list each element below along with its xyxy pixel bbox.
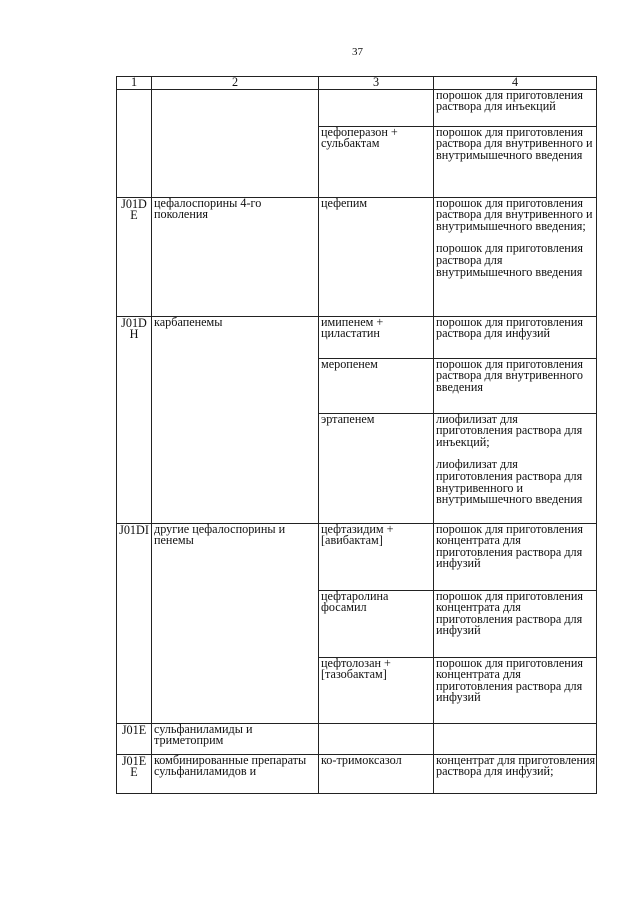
dosage-form: порошок для приготовления концентрата для приготовления раствора для инфузий	[436, 657, 583, 705]
dosage-form: лиофилизат для приготовления раствора для инъекций;	[436, 413, 583, 449]
drug-name-cell	[319, 723, 434, 754]
dosage-forms-cell	[434, 89, 597, 126]
dosage-form: порошок для приготовления раствора для внутримышечного введения	[436, 241, 583, 279]
dosage-forms-cell	[434, 723, 597, 754]
atc-code-cell: J01D H	[117, 316, 152, 523]
column-header: 1	[117, 77, 152, 90]
table-header-row	[117, 77, 597, 90]
dosage-forms-cell	[434, 126, 597, 197]
dosage-forms-cell	[434, 590, 597, 657]
drug-name-cell: цефтазидим + [авибактам]	[319, 523, 434, 590]
dosage-forms-cell	[434, 197, 597, 316]
drug-name-cell: цефтаролина фосамил	[319, 590, 434, 657]
atc-code-cell: J01E	[117, 723, 152, 754]
atc-code-cell	[117, 89, 152, 197]
group-name-cell: сульфаниламиды и триметоприм	[152, 723, 319, 754]
table-row	[117, 523, 597, 590]
dosage-form: порошок для приготовления раствора для внутривенного введения	[436, 358, 583, 394]
dosage-form: лиофилизат для приготовления раствора для внутривенного и внутримышечного введения	[436, 457, 583, 507]
dosage-forms-cell	[434, 413, 597, 523]
dosage-form: порошок для приготовления раствора для инфузий	[436, 316, 583, 341]
dosage-forms-cell	[434, 358, 597, 413]
table-row	[117, 316, 597, 358]
table-row	[117, 197, 597, 316]
drug-name-cell: цефепим	[319, 197, 434, 316]
atc-code-cell: J01D E	[117, 197, 152, 316]
drug-name-cell: имипенем + циластатин	[319, 316, 434, 358]
dosage-forms-cell	[434, 754, 597, 793]
column-header: 4	[434, 77, 597, 90]
dosage-forms-cell	[434, 316, 597, 358]
dosage-form: порошок для приготовления концентрата для приготовления раствора для инфузий	[436, 523, 583, 571]
dosage-forms-cell	[434, 657, 597, 723]
group-name-cell: другие цефалоспорины и пенемы	[152, 523, 319, 723]
page-number: 37	[352, 46, 363, 58]
column-header: 2	[152, 77, 319, 90]
drug-name-cell: цефтолозан + [тазобактам]	[319, 657, 434, 723]
drug-name-cell: цефоперазон + сульбактам	[319, 126, 434, 197]
drug-name-cell	[319, 89, 434, 126]
atc-code-cell: J01E E	[117, 754, 152, 793]
dosage-form: порошок для приготовления концентрата для приготовления раствора для инфузий	[436, 590, 583, 638]
group-name-cell: цефалоспорины 4-го поколения	[152, 197, 319, 316]
group-name-cell: комбинированные препараты сульфаниламидов и	[152, 754, 319, 793]
dosage-form: порошок для приготовления раствора для внутривенного и внутримышечного введения;	[436, 197, 593, 233]
drug-name-cell: меропенем	[319, 358, 434, 413]
atc-code-cell: J01DI	[117, 523, 152, 723]
table-row	[117, 723, 597, 754]
group-name-cell	[152, 89, 319, 197]
dosage-form: концентрат для приготовления раствора для инфузий;	[436, 754, 596, 779]
drug-table	[116, 76, 597, 794]
drug-name-cell: эртапенем	[319, 413, 434, 523]
table-row	[117, 754, 597, 793]
dosage-form: порошок для приготовления раствора для внутривенного и внутримышечного введения	[436, 126, 593, 162]
dosage-forms-cell	[434, 523, 597, 590]
table-row	[117, 89, 597, 126]
column-header: 3	[319, 77, 434, 90]
group-name-cell: карбапенемы	[152, 316, 319, 523]
dosage-form: порошок для приготовления раствора для инъекций	[436, 89, 583, 114]
drug-name-cell: ко-тримоксазол	[319, 754, 434, 793]
